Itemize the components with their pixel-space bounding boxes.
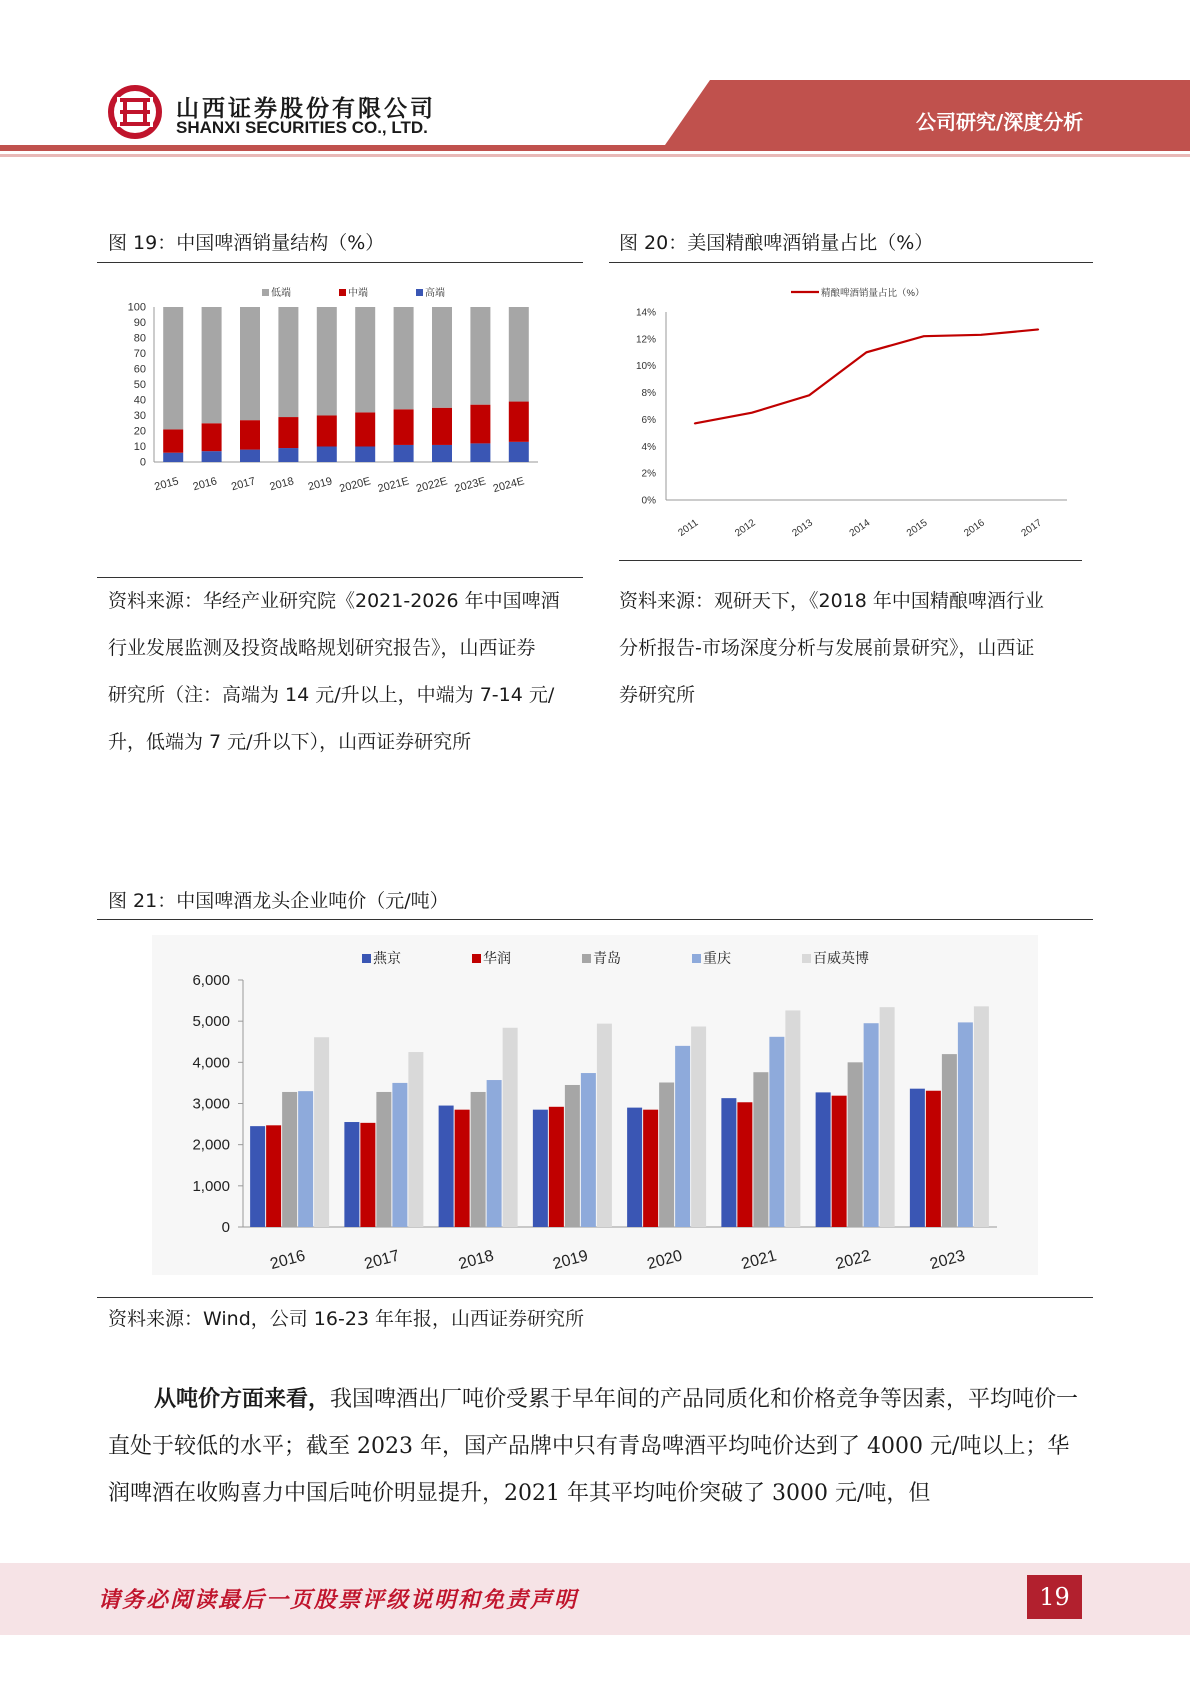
- fig20-source-line: 分析报告-市场深度分析与发展前景研究》，山西证: [619, 637, 1035, 659]
- body-paragraph: [108, 1376, 1083, 1517]
- x-tick-label: 2022: [833, 1247, 873, 1274]
- x-tick-label: 2017: [230, 475, 257, 494]
- company-name-en: SHANXI SECURITIES CO., LTD.: [176, 118, 428, 137]
- data-point: [980, 334, 982, 336]
- x-tick-label: 2021E: [376, 475, 411, 496]
- bar-segment: [355, 412, 375, 446]
- bar: [721, 1098, 736, 1227]
- bar-segment: [394, 409, 414, 445]
- fig20-source: [619, 578, 1089, 719]
- data-point: [751, 412, 753, 414]
- x-tick-label: 2012: [733, 517, 758, 540]
- bar: [266, 1125, 281, 1227]
- bar: [392, 1083, 407, 1227]
- bar: [533, 1110, 548, 1227]
- bar: [455, 1110, 470, 1227]
- bar-segment: [317, 416, 337, 447]
- data-point: [694, 423, 696, 425]
- y-tick-label: 20: [133, 425, 146, 438]
- legend-swatch: [416, 289, 423, 296]
- body-text: 我国啤酒出厂吨价受累于早年间的产品同质化和价格竞争等因素，平均吨价一直处于较低的水平；截至 2023 年，国产品牌中只有青岛啤酒平均吨价达到了 4000 元/吨以上；华润啤酒在收购喜力中国后吨价明显提升，2021 年其平均吨价突破了 3000 元/吨，但: [108, 1387, 1079, 1506]
- fig19-source-line: 升，低端为 7 元/升以下），山西证券研究所: [108, 731, 472, 753]
- y-tick-label: 80: [133, 332, 146, 345]
- y-tick-label: 5,000: [192, 1013, 230, 1031]
- fig20-top-rule: [609, 262, 1093, 263]
- company-name-cn: 山西证券股份有限公司: [176, 96, 436, 122]
- y-tick-label: 14%: [635, 307, 656, 319]
- bar: [565, 1085, 580, 1227]
- bar: [344, 1122, 359, 1227]
- header-band: [0, 0, 1190, 170]
- bar: [675, 1046, 690, 1227]
- y-tick-label: 40: [133, 394, 146, 407]
- bar: [643, 1110, 658, 1227]
- legend-swatch: [582, 954, 591, 963]
- fig21-chart: [152, 935, 1038, 1275]
- data-point: [1038, 329, 1040, 331]
- legend-label: 中端: [348, 288, 368, 299]
- bar: [691, 1027, 706, 1227]
- x-tick-label: 2014: [847, 517, 873, 540]
- y-tick-label: 3,000: [192, 1095, 230, 1113]
- fig19-source-line: 资料来源：华经产业研究院《2021-2026 年中国啤酒: [108, 590, 560, 612]
- fig20-chart: [609, 275, 1093, 545]
- y-tick-label: 6%: [641, 414, 656, 426]
- bar-segment: [432, 408, 452, 445]
- legend-swatch: [692, 954, 701, 963]
- bar: [816, 1092, 831, 1227]
- bar: [597, 1024, 612, 1227]
- bar-segment: [470, 443, 490, 462]
- bar-segment: [509, 442, 529, 462]
- legend-swatch: [339, 289, 346, 296]
- header-red-rule: [0, 145, 1190, 151]
- bar-segment: [509, 307, 529, 402]
- y-tick-label: 70: [133, 348, 146, 360]
- legend-label: 低端: [271, 288, 291, 299]
- fig20-title: 图 20：美国精酿啤酒销量占比（%）: [619, 232, 934, 254]
- bar: [471, 1092, 486, 1227]
- fig21-title: 图 21：中国啤酒龙头企业吨价（元/吨）: [108, 890, 449, 912]
- bar-segment: [163, 453, 183, 462]
- header-pink-rule: [0, 154, 1190, 157]
- page-number: 19: [1027, 1575, 1082, 1619]
- bar: [250, 1126, 265, 1227]
- bar-segment: [317, 447, 337, 463]
- legend-swatch: [262, 289, 269, 296]
- legend-swatch: [362, 954, 371, 963]
- fig19-source-line: 行业发展监测及投资战略规划研究报告》，山西证券: [108, 637, 536, 659]
- y-tick-label: 1,000: [192, 1177, 230, 1195]
- bar-segment: [163, 307, 183, 429]
- bar: [785, 1010, 800, 1227]
- fig21-source: 资料来源：Wind，公司 16-23 年年报，山西证券研究所: [108, 1308, 585, 1330]
- x-tick-label: 2022E: [414, 475, 449, 496]
- fig20-bottom-rule: [619, 560, 1082, 561]
- x-tick-label: 2016: [268, 1247, 308, 1274]
- bar: [926, 1091, 941, 1227]
- bar-segment: [202, 451, 222, 462]
- bar: [408, 1052, 423, 1227]
- bar: [880, 1007, 895, 1227]
- bar-segment: [278, 448, 298, 462]
- bar-segment: [278, 417, 298, 448]
- bar: [503, 1028, 518, 1227]
- fig20-source-line: 资料来源：观研天下，《2018 年中国精酿啤酒行业: [619, 590, 1044, 612]
- page-footer: [0, 1563, 1190, 1635]
- bar-segment: [394, 445, 414, 462]
- x-tick-label: 2011: [676, 517, 701, 539]
- x-tick-label: 2013: [790, 517, 815, 540]
- y-tick-label: 4%: [641, 441, 656, 453]
- data-line: [695, 329, 1039, 423]
- bar: [958, 1022, 973, 1227]
- y-tick-label: 30: [133, 410, 146, 422]
- legend-swatch: [802, 954, 811, 963]
- bar: [549, 1107, 564, 1227]
- legend-swatch: [472, 954, 481, 963]
- fig19-chart: [97, 285, 583, 540]
- y-tick-label: 0: [221, 1219, 230, 1236]
- company-logo-icon: [111, 88, 159, 136]
- y-tick-label: 0: [139, 456, 146, 469]
- fig21-top-rule: [97, 919, 1093, 920]
- y-tick-label: 100: [127, 301, 146, 314]
- data-point: [808, 394, 810, 396]
- fig19-title: 图 19：中国啤酒销量结构（%）: [108, 232, 385, 254]
- x-tick-label: 2021: [739, 1247, 779, 1274]
- bar: [974, 1006, 989, 1227]
- x-tick-label: 2024E: [491, 475, 526, 496]
- legend-label: 青岛: [593, 950, 621, 966]
- y-tick-label: 90: [133, 317, 146, 329]
- x-tick-label: 2015: [904, 517, 930, 540]
- y-tick-label: 10: [133, 441, 146, 453]
- body-lead: 从吨价方面来看，: [154, 1387, 331, 1412]
- fig19-source-line: 研究所（注：高端为 14 元/升以上，中端为 7-14 元/: [108, 684, 555, 706]
- bar-segment: [202, 423, 222, 451]
- bar: [737, 1102, 752, 1227]
- x-tick-label: 2019: [551, 1247, 590, 1274]
- x-tick-label: 2018: [456, 1247, 496, 1274]
- bar-segment: [240, 307, 260, 420]
- footer-disclaimer[interactable]: 请务必阅读最后一页股票评级说明和免责声明: [98, 1587, 579, 1613]
- bar-segment: [394, 307, 414, 409]
- bar: [627, 1108, 642, 1227]
- x-tick-label: 2018: [268, 475, 296, 494]
- bar: [581, 1073, 596, 1227]
- y-tick-label: 60: [133, 363, 146, 376]
- bar: [864, 1023, 879, 1227]
- bar: [282, 1092, 297, 1227]
- bar: [487, 1080, 502, 1227]
- bar-segment: [432, 307, 452, 408]
- bar-segment: [240, 450, 260, 462]
- y-tick-label: 2,000: [192, 1136, 230, 1154]
- section-tag: 公司研究/深度分析: [916, 110, 1084, 134]
- y-tick-label: 8%: [641, 388, 656, 400]
- y-tick-label: 12%: [635, 334, 656, 346]
- fig19-source: [108, 578, 578, 766]
- y-tick-label: 2%: [641, 468, 656, 480]
- bar: [659, 1083, 674, 1227]
- bar-segment: [509, 402, 529, 442]
- bar-segment: [355, 447, 375, 463]
- x-tick-label: 2023: [928, 1247, 967, 1274]
- legend-label: 高端: [425, 288, 445, 299]
- bar: [753, 1072, 768, 1227]
- bar: [298, 1091, 313, 1227]
- x-tick-label: 2015: [153, 475, 180, 494]
- bar: [376, 1092, 391, 1227]
- fig19-top-rule: [97, 262, 583, 263]
- x-tick-label: 2017: [362, 1247, 402, 1274]
- bar: [848, 1062, 863, 1227]
- legend-label: 精酿啤酒销量占比（%）: [821, 288, 925, 299]
- bar: [769, 1037, 784, 1227]
- bar-segment: [317, 307, 337, 416]
- bar: [832, 1096, 847, 1227]
- data-point: [866, 351, 868, 353]
- bar: [910, 1089, 925, 1227]
- y-tick-label: 10%: [635, 361, 656, 373]
- y-tick-label: 4,000: [192, 1054, 230, 1072]
- x-tick-label: 2020E: [338, 475, 372, 496]
- y-tick-label: 50: [133, 379, 146, 391]
- bar-segment: [470, 405, 490, 444]
- bar-segment: [355, 307, 375, 412]
- legend-label: 百威英博: [813, 950, 869, 966]
- x-tick-label: 2023E: [453, 475, 488, 496]
- bar: [360, 1123, 375, 1227]
- fig20-source-line: 券研究所: [619, 684, 696, 706]
- x-tick-label: 2017: [1019, 517, 1045, 540]
- y-tick-label: 6,000: [192, 972, 230, 989]
- bar-segment: [432, 445, 452, 462]
- bar: [439, 1106, 454, 1227]
- page-header: [0, 0, 1190, 170]
- bar-segment: [202, 307, 222, 423]
- legend-label: 重庆: [703, 950, 731, 966]
- legend-label: 燕京: [373, 950, 401, 966]
- bar-segment: [470, 307, 490, 405]
- legend-label: 华润: [483, 950, 511, 966]
- bar-segment: [163, 429, 183, 452]
- bar-segment: [240, 420, 260, 449]
- bar: [942, 1054, 957, 1227]
- bar: [314, 1037, 329, 1227]
- x-tick-label: 2016: [962, 517, 987, 540]
- x-tick-label: 2019: [306, 475, 334, 494]
- x-tick-label: 2016: [191, 475, 219, 494]
- data-point: [923, 335, 925, 337]
- x-tick-label: 2020: [645, 1247, 685, 1274]
- y-tick-label: 0%: [641, 495, 656, 507]
- bar-segment: [278, 307, 298, 417]
